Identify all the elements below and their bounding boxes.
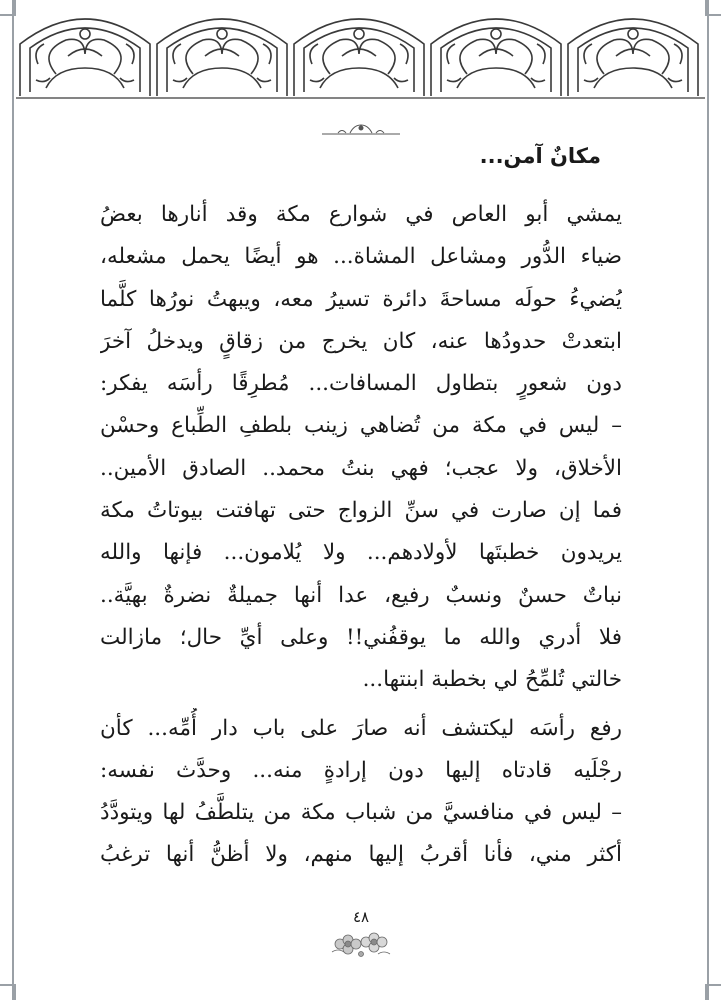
text-line: ضياء الدُّور ومشاعل المشاة... هو أيضًا يحمل مشعله، [100,244,622,270]
text-line: يُضيءُ حولَه مساحةَ دائرة تسيرُ معه، ويبهتُ نورُها كلَّما [100,286,622,312]
text-line: رفع رأسَه ليكتشف أنه صارَ على باب دار أُمِّه... كأن [100,715,622,741]
text-line: يريدون خطبتَها لأولادهم... ولا يُلامون... فإنها والله [100,540,622,566]
text-line: أكثر مني، فأنا أقربُ إليها منهم، ولا أظنُّ أنها ترغبُ [100,842,622,868]
page-edge-line [12,0,14,1000]
flourish-divider-icon [320,122,402,138]
flowers-ornament-icon [326,926,396,960]
text-line: – ليس في منافسيَّ من شباب مكة من يتلطَّفُ لها ويتودَّدُ [100,800,622,826]
text-line: خالتي تُلمِّحُ لي بخطبة ابنتها... [362,667,622,693]
text-line: الأخلاق، ولا عجب؛ فهي بنتُ محمد.. الصادق الأمين.. [100,455,622,481]
text-line: رجْلَيه قادتاه إليها دون إرادةٍ منه... وحدَّث نفسه: [100,757,622,783]
text-line: نباتٌ حسنٌ ونسبٌ رفيع، عدا أنها جميلةٌ نضرةٌ بهيَّة.. [100,582,622,608]
body-text [100,194,622,877]
text-line: فما إن صارت في سنِّ الزواج حتى تهافتت بيوتاتُ مكة [100,498,622,524]
text-line: فلا أدري والله ما يوقفُني!! وعلى أيِّ حال؛ مازالت [100,624,622,650]
chapter-title: مكانٌ آمن... [479,144,601,168]
text-line: ابتعدتْ حدودُها عنه، كان يخرج من زقاقٍ ويدخلُ آخرَ [100,328,622,354]
page-number: ٤٨ [352,908,370,926]
arabesque-border-icon [16,4,705,100]
text-line: يمشي أبو العاص في شوارع مكة وقد أنارها بعضُ [100,202,622,227]
text-line: دون شعورٍ بتطاول المسافات... مُطرِقًا رأسَه يفكر: [100,371,622,397]
page-edge-line [707,0,709,1000]
text-line: – ليس في مكة من تُضاهي زينب بلطفِ الطِّباع وحسْن [100,413,622,439]
